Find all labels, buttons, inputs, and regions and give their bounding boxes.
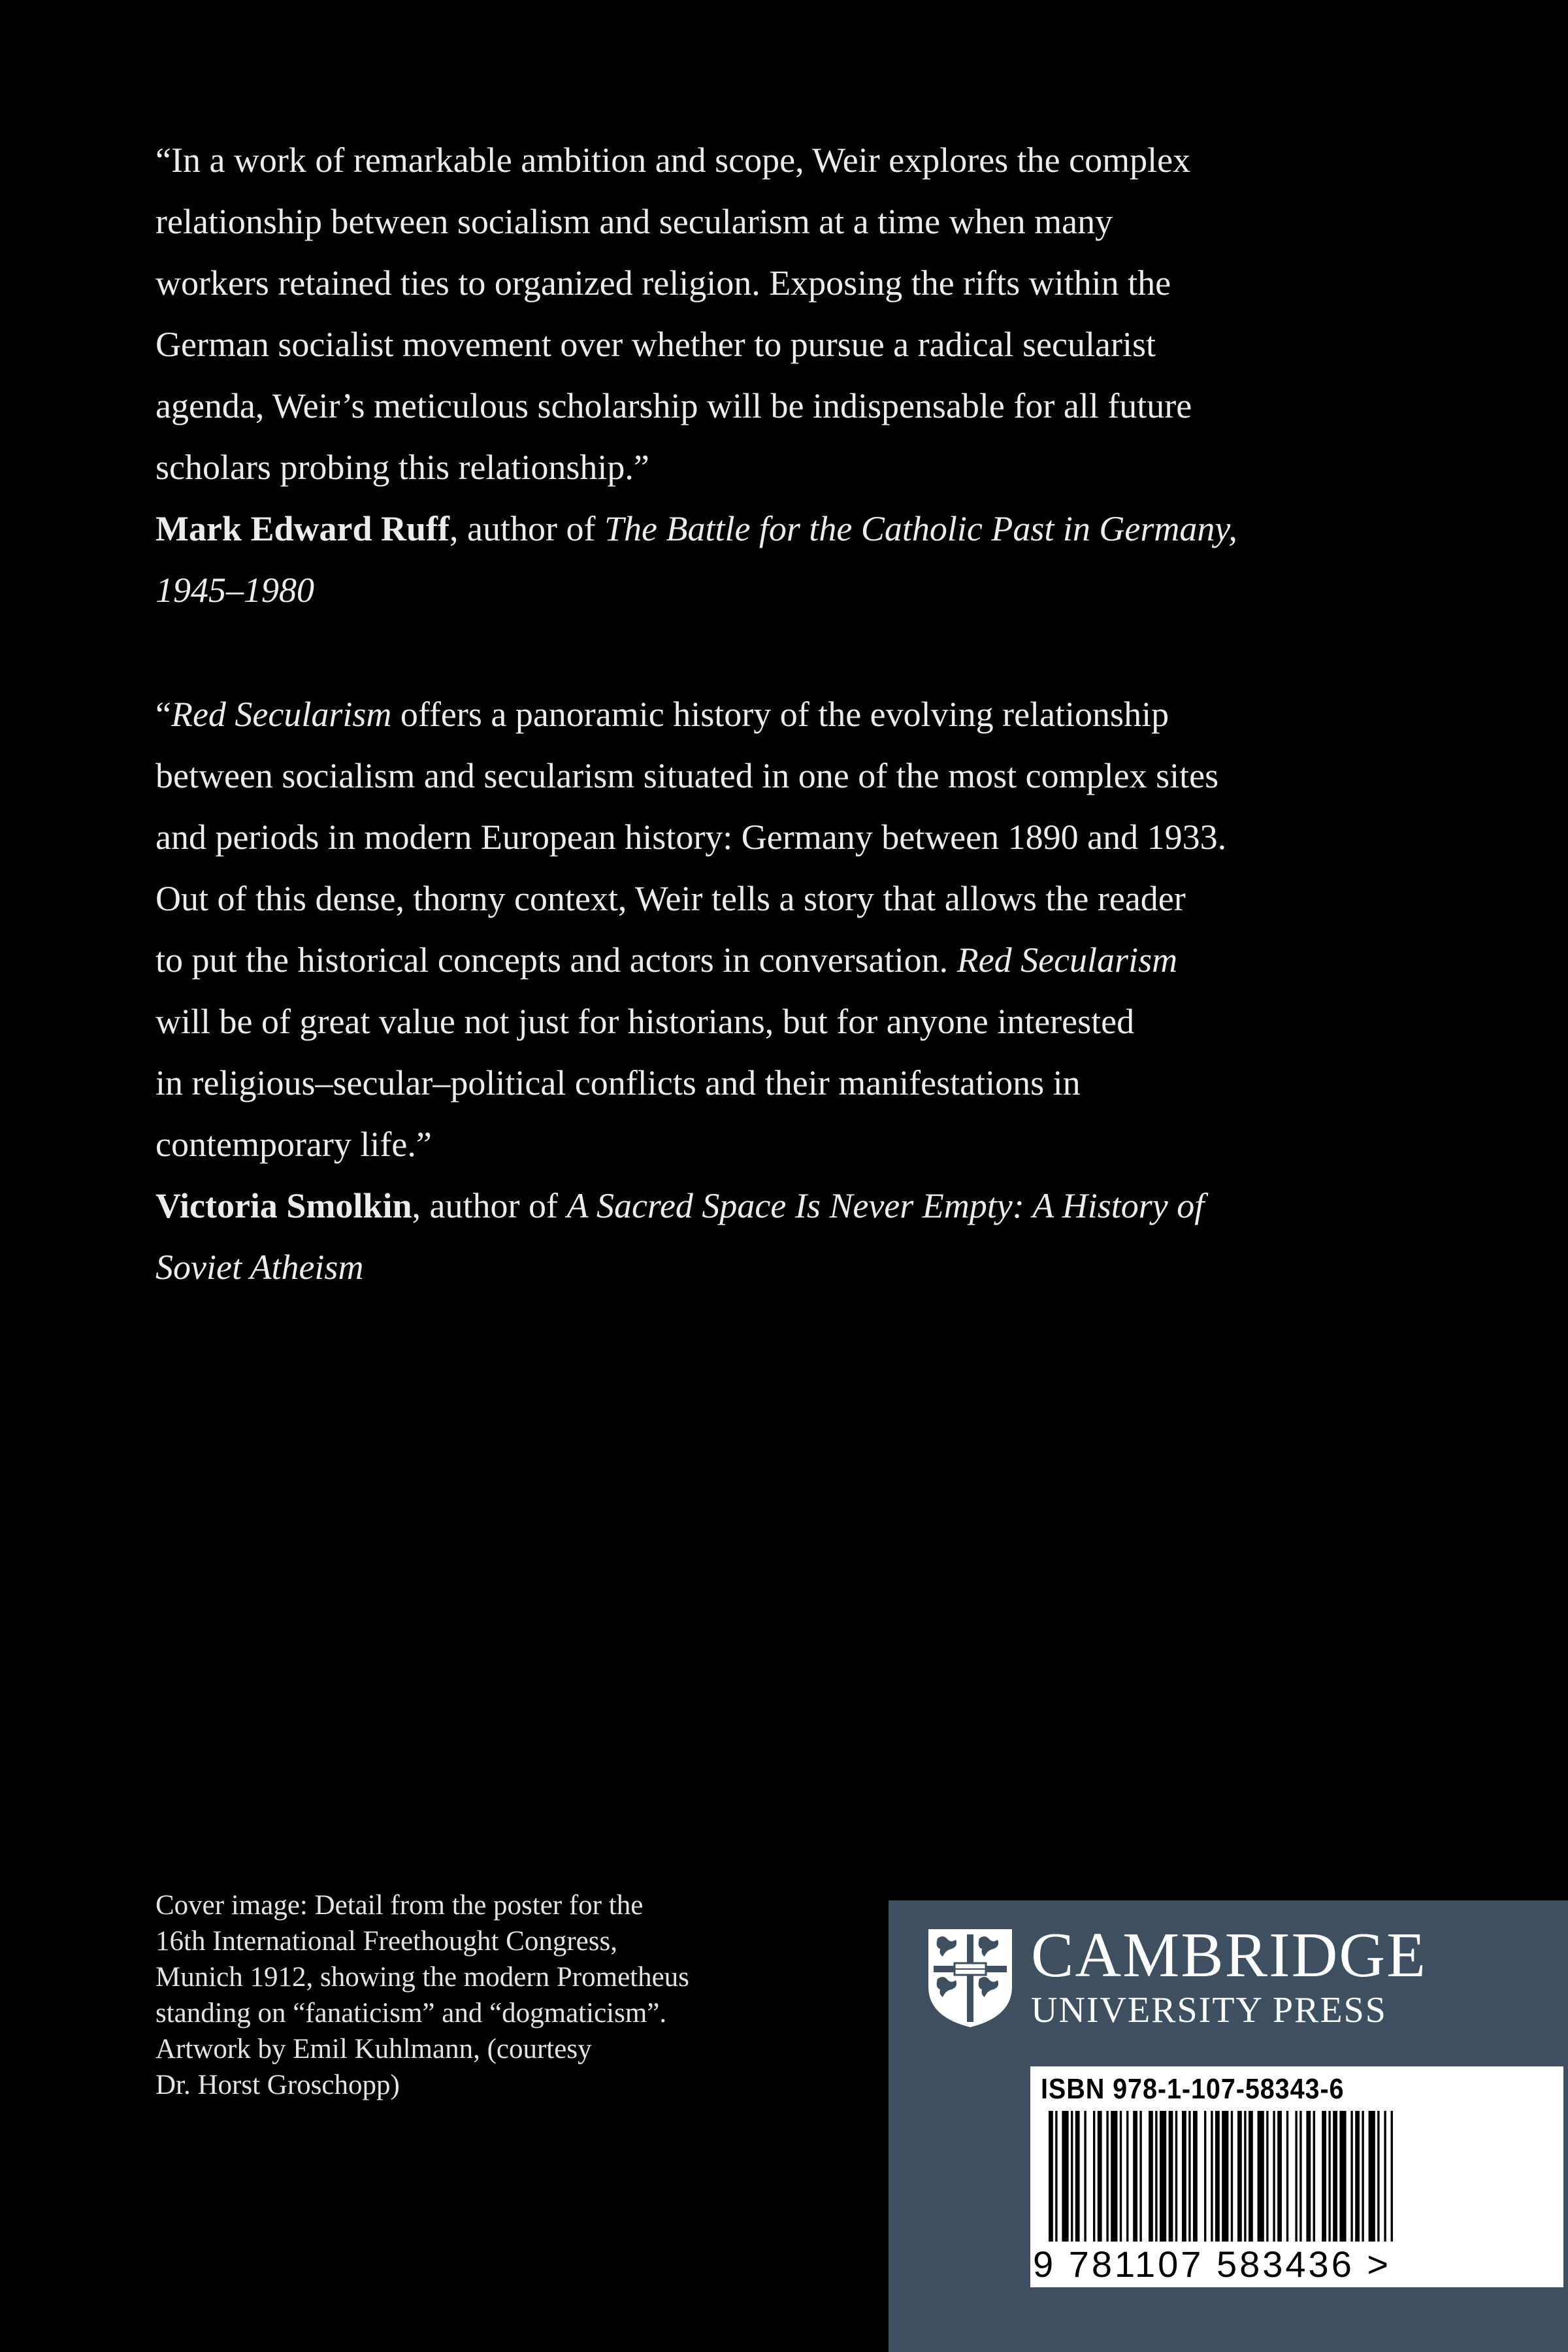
isbn-label: ISBN 978-1-107-58343-6 <box>1041 2073 1345 2105</box>
barcode-bar <box>1120 2111 1122 2242</box>
barcode-bar <box>1258 2111 1264 2242</box>
quote-line: in religious–secular–political conflicts and their manifestations in <box>155 1063 1081 1102</box>
barcode-bar <box>1286 2111 1288 2242</box>
endorser-name: Victoria Smolkin <box>155 1186 412 1225</box>
quote-text: to put the historical concepts and actors in conversation. <box>155 940 957 980</box>
quote-line: and periods in modern European history: Germany between 1890 and 1933. <box>155 818 1227 857</box>
quote-attribution <box>155 498 1436 559</box>
endorsement-quote-2 <box>155 684 1436 1298</box>
barcode-bar <box>1266 2111 1268 2242</box>
barcode-bar <box>1155 2111 1157 2242</box>
publisher-name-line1: CAMBRIDGE <box>1031 1920 1428 1991</box>
barcode-bar <box>1098 2111 1102 2242</box>
barcode-bar <box>1306 2111 1311 2242</box>
quote-attribution <box>155 1175 1436 1236</box>
barcode-bar <box>1384 2111 1386 2242</box>
caption-line: Cover image: Detail from the poster for the <box>155 1890 644 1921</box>
barcode-bar <box>1211 2111 1213 2242</box>
barcode-bar <box>1215 2111 1220 2242</box>
quote-line: relationship between socialism and secularism at a time when many <box>155 202 1113 241</box>
quote-line: contemporary life.” <box>155 1125 432 1164</box>
open-quote-mark: “ <box>155 695 171 734</box>
book-title-italic: Red Secularism <box>171 695 392 734</box>
quote-line: German socialist movement over whether to pursue a radical secularist <box>155 325 1156 364</box>
barcode-bar <box>1237 2111 1242 2242</box>
barcode-bar <box>1055 2111 1057 2242</box>
barcode-bar <box>1188 2111 1190 2242</box>
barcode-bars <box>1049 2111 1545 2242</box>
endorser-work-title: The Battle for the Catholic Past in Germany, <box>604 509 1237 548</box>
barcode-bar <box>1106 2111 1108 2242</box>
caption-line: Artwork by Emil Kuhlmann, (courtesy <box>155 2034 592 2064</box>
quote-line: scholars probing this relationship.” <box>155 448 649 487</box>
barcode-bar <box>1169 2111 1173 2242</box>
quote-line: between socialism and secularism situated in one of the most complex sites <box>155 756 1219 795</box>
barcode-bar <box>1362 2111 1364 2242</box>
barcode-digits: 9 781107 583436 > <box>1033 2244 1392 2285</box>
quote-text: offers a panoramic history of the evolving relationship <box>391 695 1169 734</box>
barcode-bar <box>1126 2111 1128 2242</box>
barcode-bar <box>1222 2111 1228 2242</box>
barcode-bar <box>1355 2111 1360 2242</box>
barcode-bar <box>1369 2111 1375 2242</box>
quote-attribution-cont <box>155 559 1436 621</box>
quote-line: workers retained ties to organized religion. Exposing the rifts within the <box>155 263 1171 303</box>
barcode-bar <box>1277 2111 1282 2242</box>
barcode-bar <box>1062 2111 1068 2242</box>
endorsement-quote-1 <box>155 129 1436 621</box>
quote-line: “In a work of remarkable ambition and scope, Weir explores the complex <box>155 141 1191 180</box>
barcode-bar <box>1313 2111 1315 2242</box>
publisher-name-line2: UNIVERSITY PRESS <box>1031 1990 1387 2030</box>
quote-line <box>155 929 1436 991</box>
quote-attribution-cont <box>155 1236 1436 1298</box>
attribution-connector: , author of <box>412 1186 567 1225</box>
caption-line: standing on “fanaticism” and “dogmaticism”. <box>155 1998 667 2029</box>
attribution-connector: , author of <box>449 509 604 548</box>
barcode-bar <box>1295 2111 1297 2242</box>
isbn-barcode <box>1030 2066 1563 2287</box>
endorser-work-title-cont: 1945–1980 <box>155 571 314 610</box>
barcode-bar <box>1075 2111 1080 2242</box>
barcode-bar <box>1193 2111 1198 2242</box>
barcode-bar <box>1111 2111 1117 2242</box>
barcode-bar <box>1084 2111 1086 2242</box>
barcode-bar <box>1133 2111 1137 2242</box>
cover-image-caption <box>155 1887 809 2103</box>
barcode-bar <box>1182 2111 1186 2242</box>
barcode-bar <box>1244 2111 1246 2242</box>
barcode-bar <box>1093 2111 1095 2242</box>
caption-line: Munich 1912, showing the modern Prometheus <box>155 1962 689 1993</box>
barcode-bar <box>1391 2111 1393 2242</box>
quote-line <box>155 684 1436 745</box>
endorser-name: Mark Edward Ruff <box>155 509 450 548</box>
barcode-bar <box>1139 2111 1141 2242</box>
barcode-bar <box>1071 2111 1073 2242</box>
barcode-bar <box>1273 2111 1275 2242</box>
endorser-work-title-cont: Soviet Atheism <box>155 1248 364 1287</box>
caption-line: 16th International Freethought Congress, <box>155 1926 617 1957</box>
barcode-bar <box>1350 2111 1352 2242</box>
barcode-bar <box>1339 2111 1346 2242</box>
book-title-italic: Red Secularism <box>956 940 1178 980</box>
publisher-name <box>1031 1920 1428 2032</box>
cambridge-crest-icon <box>926 1927 1015 2030</box>
barcode-bar <box>1377 2111 1379 2242</box>
barcode-bar <box>1149 2111 1153 2242</box>
barcode-bar <box>1160 2111 1166 2242</box>
barcode-bar <box>1175 2111 1177 2242</box>
publisher-panel <box>889 1900 1568 2352</box>
barcode-bar <box>1249 2111 1253 2242</box>
barcode-bar <box>1204 2111 1206 2242</box>
caption-line: Dr. Horst Groschopp) <box>155 2070 400 2100</box>
barcode-bar <box>1322 2111 1326 2242</box>
quote-line: will be of great value not just for historians, but for anyone interested <box>155 1002 1135 1041</box>
barcode-bar <box>1299 2111 1301 2242</box>
barcode-bar <box>1328 2111 1330 2242</box>
barcode-bar <box>1333 2111 1337 2242</box>
endorser-work-title: A Sacred Space Is Never Empty: A History of <box>566 1186 1205 1225</box>
barcode-bar <box>1231 2111 1233 2242</box>
barcode-bar <box>1049 2111 1053 2242</box>
quote-line: Out of this dense, thorny context, Weir tells a story that allows the reader <box>155 879 1186 918</box>
quote-line: agenda, Weir’s meticulous scholarship will be indispensable for all future <box>155 386 1192 425</box>
